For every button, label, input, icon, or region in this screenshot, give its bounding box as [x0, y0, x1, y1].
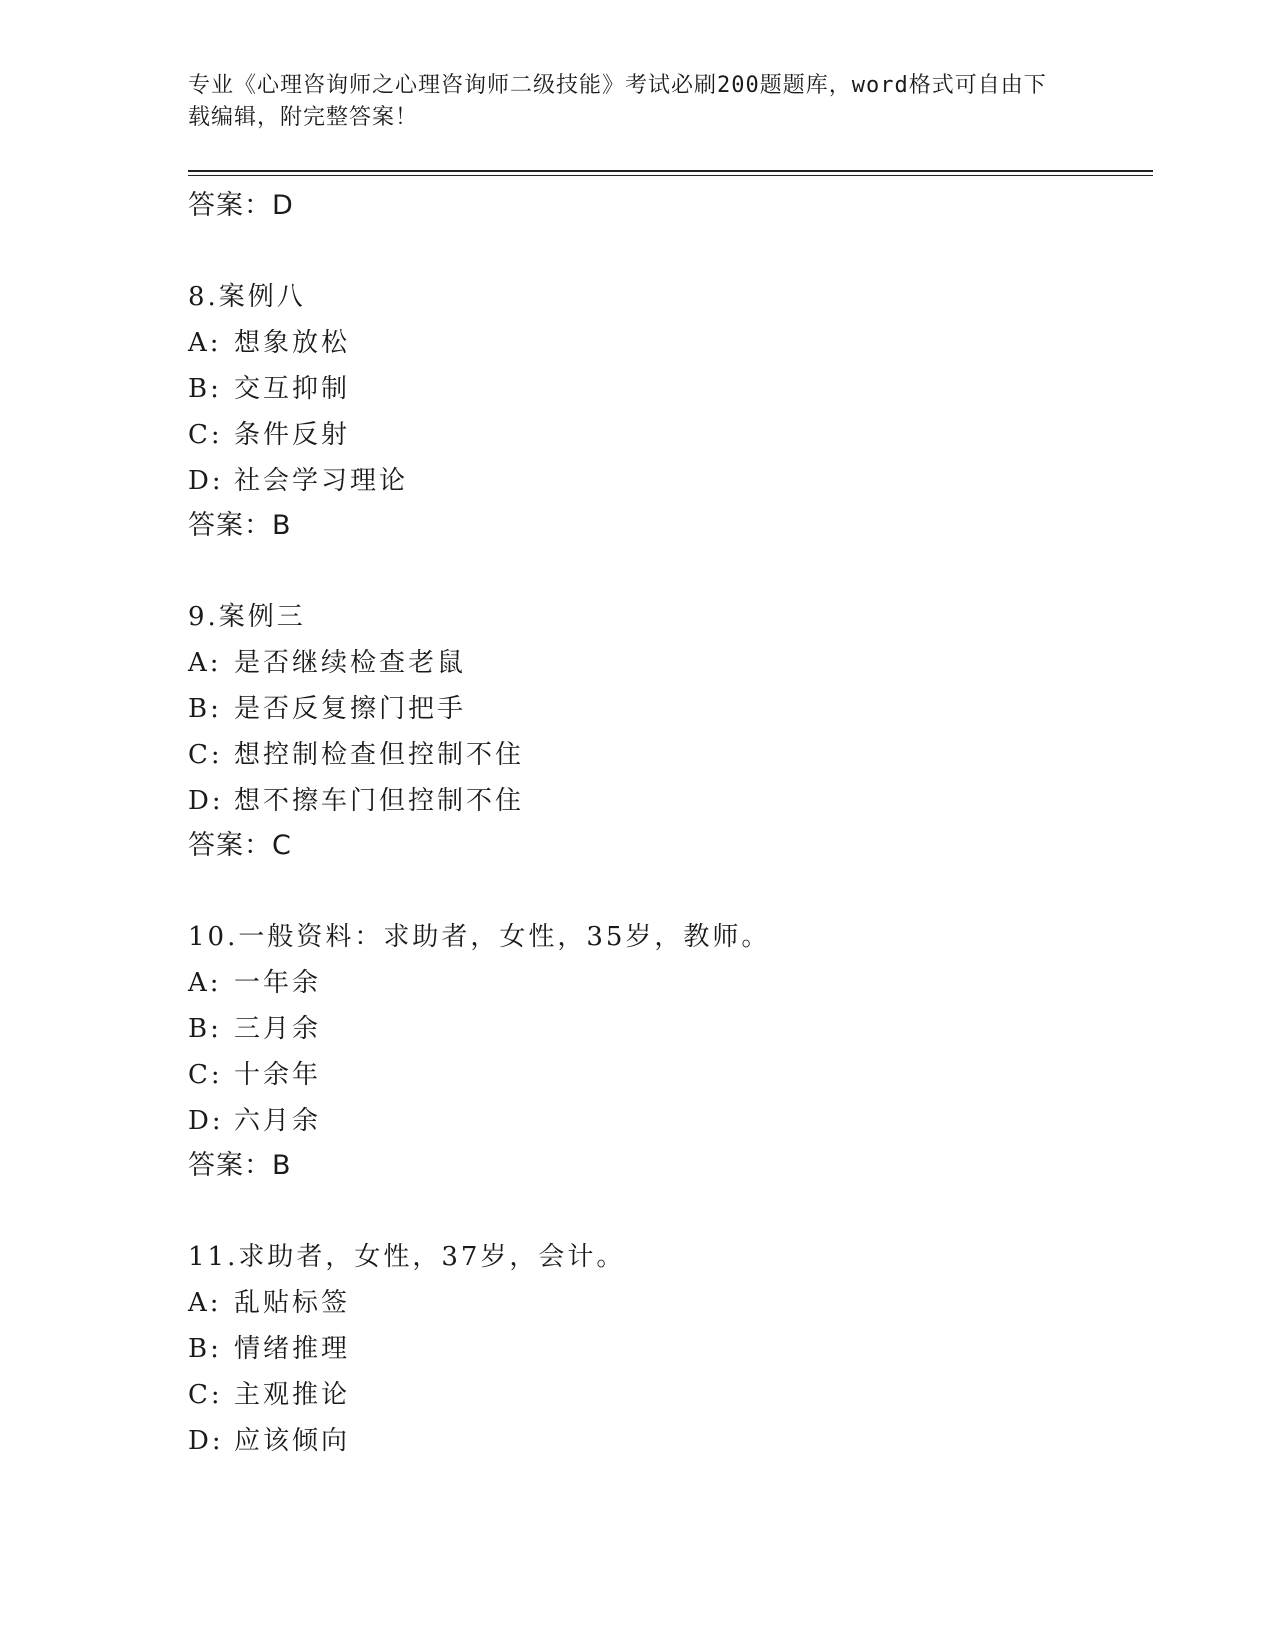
option-letter: B:: [188, 694, 222, 724]
option-text: 一年余: [234, 968, 322, 998]
option-b: [188, 686, 1153, 732]
question-block: [188, 274, 1153, 548]
question-title: 8.案例八: [188, 282, 306, 312]
option-text: 条件反射: [234, 420, 351, 450]
question-title: 9.案例三: [188, 602, 306, 632]
option-d: [188, 778, 1153, 824]
option-text: 交互抑制: [234, 374, 351, 404]
option-text: 是否反复擦门把手: [234, 694, 467, 724]
option-letter: D:: [188, 786, 224, 816]
option-d: [188, 1418, 1153, 1464]
option-letter: C:: [188, 420, 223, 450]
question-title: 11.求助者，女性，37岁，会计。: [188, 1242, 626, 1272]
option-a: [188, 320, 1153, 366]
option-c: [188, 1052, 1153, 1098]
option-text: 应该倾向: [234, 1426, 351, 1456]
option-letter: D:: [188, 466, 224, 496]
option-text: 情绪推理: [234, 1334, 351, 1364]
option-c: [188, 412, 1153, 458]
option-letter: D:: [188, 1106, 224, 1136]
option-letter: A:: [188, 1288, 222, 1318]
option-a: [188, 1280, 1153, 1326]
option-letter: A:: [188, 968, 222, 998]
option-letter: C:: [188, 1060, 223, 1090]
option-b: [188, 366, 1153, 412]
option-text: 想控制检查但控制不住: [234, 740, 525, 770]
question-block: [188, 1234, 1153, 1464]
option-text: 是否继续检查老鼠: [234, 648, 467, 678]
option-d: [188, 1098, 1153, 1144]
option-a: [188, 960, 1153, 1006]
option-a: [188, 640, 1153, 686]
answer-line: 答案：C: [188, 830, 292, 861]
option-d: [188, 458, 1153, 504]
option-text: 乱贴标签: [234, 1288, 351, 1318]
option-letter: B:: [188, 374, 222, 404]
option-c: [188, 732, 1153, 778]
option-text: 想象放松: [234, 328, 351, 358]
option-letter: B:: [188, 1014, 222, 1044]
option-b: [188, 1006, 1153, 1052]
document-page: [188, 70, 1153, 1464]
option-text: 社会学习理论: [234, 466, 409, 496]
answer-line: 答案：B: [188, 510, 292, 541]
option-text: 主观推论: [234, 1380, 351, 1410]
document-header: 专业《心理咨询师之心理咨询师二级技能》考试必刷200题题库，word格式可自由下载编辑，附完整答案！: [188, 73, 1047, 130]
option-c: [188, 1372, 1153, 1418]
question-block: [188, 594, 1153, 868]
option-text: 想不擦车门但控制不住: [234, 786, 525, 816]
option-letter: C:: [188, 740, 223, 770]
question-title: 10.一般资料：求助者，女性，35岁，教师。: [188, 922, 771, 952]
answer-line: 答案：B: [188, 1150, 292, 1181]
option-letter: A:: [188, 328, 222, 358]
header-divider: [188, 170, 1153, 176]
option-letter: D:: [188, 1426, 224, 1456]
option-text: 六月余: [234, 1106, 322, 1136]
option-b: [188, 1326, 1153, 1372]
option-letter: A:: [188, 648, 222, 678]
question-block: [188, 914, 1153, 1188]
answer-line: 答案：D: [188, 190, 294, 221]
option-text: 三月余: [234, 1014, 322, 1044]
option-text: 十余年: [234, 1060, 322, 1090]
option-letter: B:: [188, 1334, 222, 1364]
option-letter: C:: [188, 1380, 223, 1410]
